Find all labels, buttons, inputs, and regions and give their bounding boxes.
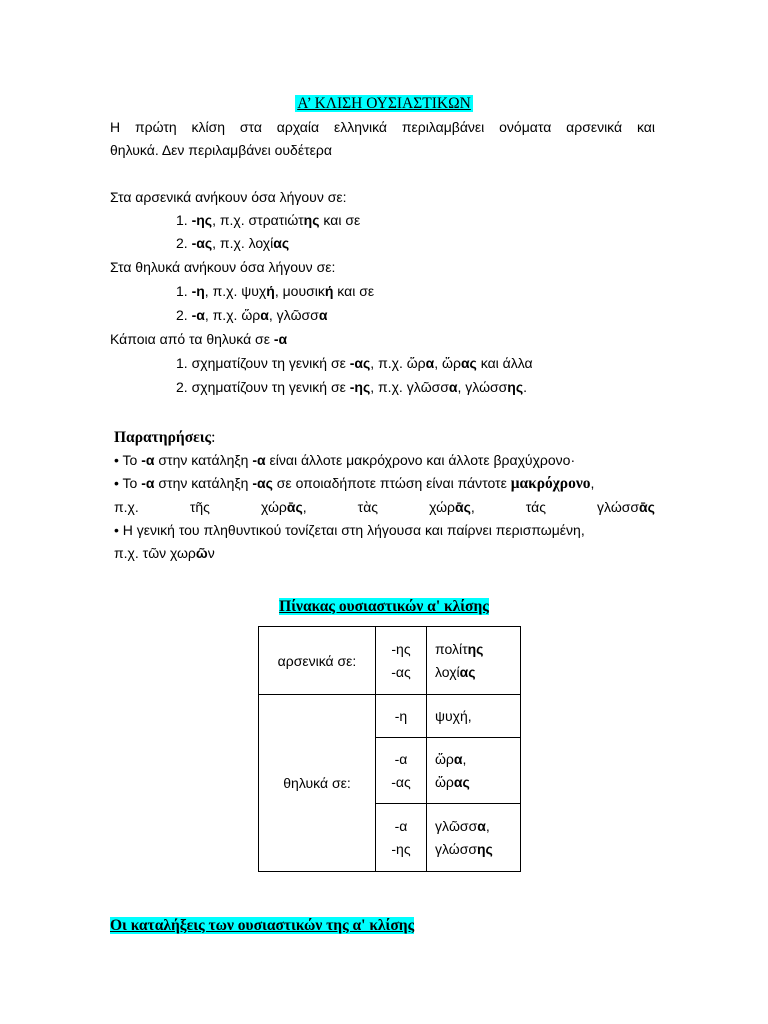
- some-item-2: [176, 376, 527, 399]
- item-bold: ας: [460, 355, 477, 371]
- example-ending: ας: [453, 773, 470, 790]
- example-word: [597, 496, 655, 519]
- ending: -ης: [191, 212, 213, 228]
- list-number: 2.: [176, 235, 188, 251]
- example-word: π.χ.: [114, 499, 139, 515]
- intro-line-2: θηλυκά. Δεν περιλαμβάνει ουδέτερα: [110, 142, 332, 158]
- notes-heading-colon: :: [211, 429, 216, 446]
- fem-item-2: [176, 304, 327, 327]
- note-2-examples: [114, 496, 655, 519]
- some-heading: [110, 328, 287, 351]
- ending-text: -α: [394, 817, 408, 834]
- some-heading-text: Κάποια από τα θηλυκά σε: [110, 331, 274, 347]
- fem-heading: Στα θηλυκά ανήκουν όσα λήγουν σε:: [110, 259, 336, 275]
- example-stem: ὥρ: [435, 750, 454, 767]
- ending: -η: [191, 283, 205, 299]
- example-ending: ή: [266, 283, 275, 299]
- fem-label-cell: θηλυκά σε:: [259, 695, 376, 872]
- example-comma: ,: [302, 499, 307, 515]
- some-heading-ending: -α: [273, 331, 288, 347]
- ending-text: -η: [394, 707, 408, 724]
- ending-text: -ης: [391, 640, 411, 657]
- notes-heading: [114, 426, 215, 449]
- page-title: [0, 95, 768, 113]
- masc-item-2: [176, 232, 289, 255]
- page-title-text: Α’ ΚΛΙΣΗ ΟΥΣΙΑΣΤΙΚΩΝ: [297, 95, 471, 112]
- example-comma: ,: [462, 750, 467, 767]
- note-bold: -α: [141, 452, 155, 468]
- item-text: σχηματίζουν τη γενική σε: [191, 355, 350, 371]
- note-3: • Η γενική του πληθυντικού τονίζεται στη λήγουσα και παίρνει περισπωμένη,: [114, 522, 585, 538]
- example-stem: ψυχή: [435, 707, 468, 724]
- example-text: , π.χ. στρατιώτ: [212, 212, 304, 228]
- declension-table: [258, 626, 521, 872]
- example-word: [261, 496, 307, 519]
- note-bold: -ας: [252, 475, 273, 491]
- example-ending: ή: [324, 283, 334, 299]
- note-bold: -α: [141, 475, 155, 491]
- table-row: [259, 695, 521, 738]
- ending: -ας: [191, 235, 213, 251]
- bottom-section-title: [110, 917, 414, 935]
- example-stem: ὥρ: [435, 773, 454, 790]
- list-number: 1.: [176, 283, 188, 299]
- example-stem: πολίτ: [435, 640, 468, 657]
- bottom-section-title-text: Οι καταλήξεις των ουσιαστικών της α' κλίσης: [110, 917, 415, 934]
- masc-label-cell: αρσενικά σε:: [259, 627, 376, 695]
- note-bold: ῶ: [195, 545, 208, 561]
- list-number: 1.: [176, 355, 188, 371]
- ending-text: -ας: [391, 773, 411, 790]
- example-cell: [427, 695, 521, 738]
- example-comma: ,: [467, 707, 472, 724]
- note-text: ν: [207, 545, 215, 561]
- item-text: , γλώσσ: [457, 379, 508, 395]
- item-text: .: [523, 379, 528, 395]
- ending-cell: [376, 695, 427, 738]
- ending-text: -α: [394, 750, 408, 767]
- example-word: [435, 815, 520, 838]
- example-ending: ης: [477, 840, 493, 857]
- example-cell: [427, 804, 521, 872]
- table-title: [0, 598, 768, 616]
- example-ending: ης: [467, 640, 484, 657]
- example-stem: χώρ: [260, 499, 287, 515]
- example-ending: ᾱς: [286, 499, 303, 515]
- ending-text: -ης: [391, 840, 411, 857]
- example-ending: α: [477, 817, 486, 834]
- example-word: [435, 838, 520, 861]
- item-text: και άλλα: [476, 355, 533, 371]
- example-word: [435, 638, 520, 661]
- example-cell: [427, 627, 521, 695]
- item-text: , π.χ. γλῶσσ: [370, 379, 449, 395]
- example-ending: ας: [273, 235, 290, 251]
- masc-heading: Στα αρσενικά ανήκουν όσα λήγουν σε:: [110, 189, 347, 205]
- example-ending: α: [318, 307, 328, 323]
- note-text: • Το: [114, 475, 142, 491]
- fem-item-1: [176, 280, 374, 303]
- some-item-1: [176, 352, 533, 375]
- example-comma: ,: [470, 499, 475, 515]
- note-text: στην κατάληξη: [154, 452, 253, 468]
- note-text: π.χ. τῶν χωρ: [114, 545, 196, 561]
- example-stem: γλώσσ: [435, 840, 477, 857]
- example-word: τάς: [525, 499, 546, 515]
- example-word: τὰς: [357, 499, 379, 515]
- item-bold: α: [448, 379, 458, 395]
- note-bold: -α: [252, 452, 266, 468]
- example-cell: [427, 738, 521, 804]
- note-text: σε οποιαδήποτε πτώση είναι πάντοτε: [272, 475, 511, 491]
- note-text: • Το: [114, 452, 142, 468]
- masc-item-1: [176, 209, 360, 232]
- example-ending: ης: [303, 212, 320, 228]
- note-3-example: [114, 542, 215, 565]
- note-bold: μακρόχρονο: [510, 475, 591, 492]
- example-text: και σε: [333, 283, 375, 299]
- note-text: στην κατάληξη: [154, 475, 253, 491]
- example-word: [429, 496, 475, 519]
- example-stem: λοχί: [435, 663, 460, 680]
- list-number: 1.: [176, 212, 188, 228]
- table-title-text: Πίνακας ουσιαστικών α' κλίσης: [279, 598, 489, 615]
- example-word: [435, 705, 520, 728]
- example-ending: ᾱς: [639, 499, 655, 515]
- item-bold: -ης: [349, 379, 371, 395]
- ending-cell: [376, 627, 427, 695]
- intro-line-1: Η πρώτη κλίση στα αρχαία ελληνικά περιλαμβάνει ονόματα αρσενικά και: [110, 119, 655, 135]
- example-text: , μουσικ: [274, 283, 325, 299]
- example-ending: α: [260, 307, 269, 323]
- item-text: , π.χ. ὥρ: [370, 355, 426, 371]
- example-stem: χώρ: [429, 499, 455, 515]
- item-text: , ὥρ: [434, 355, 461, 371]
- table-row: [259, 627, 521, 695]
- example-text: , γλῶσσ: [268, 307, 319, 323]
- item-bold: α: [425, 355, 435, 371]
- note-2: [114, 472, 594, 495]
- list-number: 2.: [176, 379, 188, 395]
- example-word: τῆς: [189, 499, 210, 515]
- example-text: , π.χ. ψυχ: [204, 283, 267, 299]
- example-text: και σε: [319, 212, 361, 228]
- ending-text: -ας: [391, 663, 411, 680]
- example-comma: ,: [485, 817, 490, 834]
- example-ending: α: [453, 750, 463, 767]
- item-bold: ης: [507, 379, 524, 395]
- note-1: [114, 449, 575, 472]
- ending-cell: [376, 738, 427, 804]
- ending-cell: [376, 804, 427, 872]
- item-text: σχηματίζουν τη γενική σε: [191, 379, 350, 395]
- ending: -α: [191, 307, 205, 323]
- example-word: [435, 748, 520, 771]
- example-stem: γλώσσ: [597, 499, 640, 515]
- example-word: [435, 771, 520, 794]
- example-text: , π.χ. λοχί: [212, 235, 274, 251]
- note-text: ,: [590, 475, 595, 491]
- example-stem: γλῶσσ: [435, 817, 478, 834]
- note-text: είναι άλλοτε μακρόχρονο και άλλοτε βραχύχρονο·: [265, 452, 576, 468]
- example-word: [435, 661, 520, 684]
- example-ending: ας: [459, 663, 476, 680]
- notes-heading-text: Παρατηρήσεις: [114, 429, 212, 446]
- example-ending: ᾱς: [454, 499, 471, 515]
- example-text: , π.χ. ὥρ: [204, 307, 261, 323]
- list-number: 2.: [176, 307, 188, 323]
- item-bold: -ας: [349, 355, 371, 371]
